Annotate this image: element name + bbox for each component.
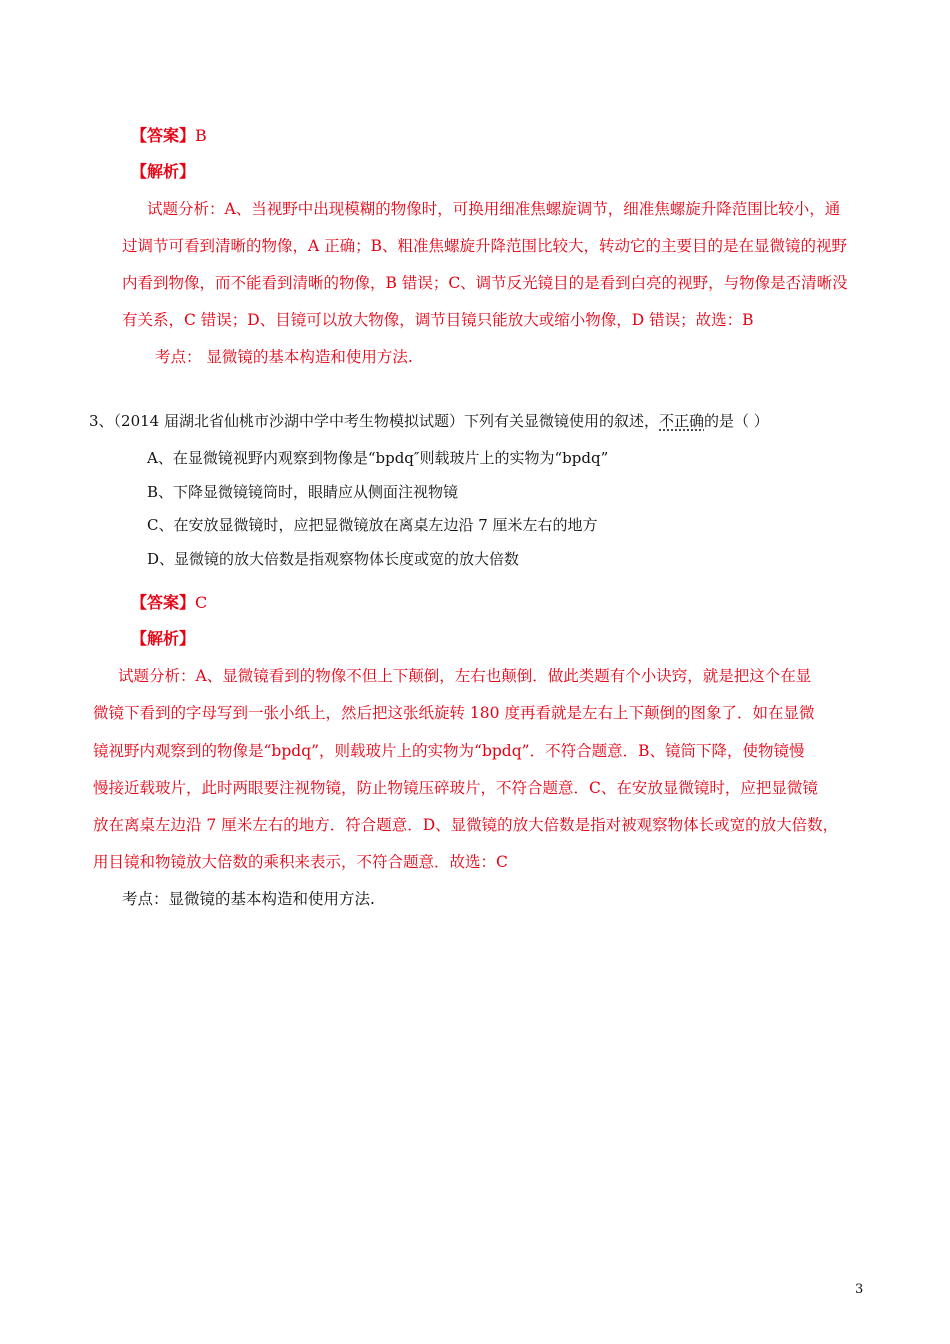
analysis-2-line-3: 镜视野内观察到的物像是“bpdq”，则载玻片上的实物为“bpdq”．不符合题意．B、镜筒下降，使物镜慢: [93, 742, 805, 760]
analysis-label-1: 【解析】: [131, 162, 196, 181]
analysis-2-line-4: 慢接近载玻片，此时两眼要注视物镜，防止物镜压碎玻片，不符合题意．C、在安放显微镜时，应把显微镜: [93, 779, 818, 797]
answer-value: C: [195, 593, 208, 612]
analysis-1-line-4: 有关系，C 错误；D、目镜可以放大物像，调节目镜只能放大或缩小物像，D 错误；故选：B: [122, 311, 754, 329]
analysis-2-line-1: 试题分析：A、显微镜看到的物像不但上下颠倒，左右也颠倒．做此类题有个小诀窍，就是把这个在显: [118, 667, 812, 685]
option-d: D、显微镜的放大倍数是指观察物体长度或宽的放大倍数: [147, 550, 520, 568]
option-b: B、下降显微镜镜筒时，眼睛应从侧面注视物镜: [147, 483, 459, 501]
analysis-label-2: 【解析】: [131, 629, 196, 648]
analysis-1-line-2: 过调节可看到清晰的物像，A 正确；B、粗准焦螺旋升降范围比较大，转动它的主要目的是在显微镜的视野: [122, 237, 848, 255]
analysis-2-line-2: 微镜下看到的字母写到一张小纸上，然后把这张纸旋转 180 度再看就是左右上下颠倒的图象了．如在显微: [93, 704, 815, 722]
answer-label: 【答案】: [131, 593, 196, 612]
question-3-stem: [89, 411, 769, 431]
analysis-2-line-5: 放在离桌左边沿 7 厘米左右的地方．符合题意．D、显微镜的放大倍数是指对被观察物体长或宽的放大倍数，: [93, 816, 839, 834]
kaodian-1: 考点： 显微镜的基本构造和使用方法.: [155, 348, 413, 366]
question-stem-suffix: 的是（ ）: [704, 412, 769, 430]
answer-1: [131, 126, 207, 146]
analysis-1-line-1: 试题分析：A、当视野中出现模糊的物像时，可换用细准焦螺旋调节，细准焦螺旋升降范围比较小，通: [147, 200, 841, 218]
option-a: A、在显微镜视野内观察到物像是“bpdq″则载玻片上的实物为“bpdq”: [147, 449, 609, 467]
kaodian-2: 考点：显微镜的基本构造和使用方法.: [122, 890, 375, 908]
answer-2: [131, 593, 207, 613]
question-stem-emphasis: 不正确: [659, 412, 705, 430]
analysis-1-line-3: 内看到物像，而不能看到清晰的物像，B 错误；C、调节反光镜目的是看到白亮的视野，与物像是否清晰没: [122, 274, 848, 292]
option-c: C、在安放显微镜时，应把显微镜放在离桌左边沿 7 厘米左右的地方: [147, 516, 598, 534]
question-stem-prefix: 3、（2014 届湖北省仙桃市沙湖中学中考生物模拟试题）下列有关显微镜使用的叙述，: [89, 412, 659, 430]
answer-value: B: [195, 126, 207, 145]
analysis-2-line-6: 用目镜和物镜放大倍数的乘积来表示，不符合题意．故选：C: [93, 853, 508, 871]
page-number: 3: [855, 1282, 864, 1297]
answer-label: 【答案】: [131, 126, 196, 145]
